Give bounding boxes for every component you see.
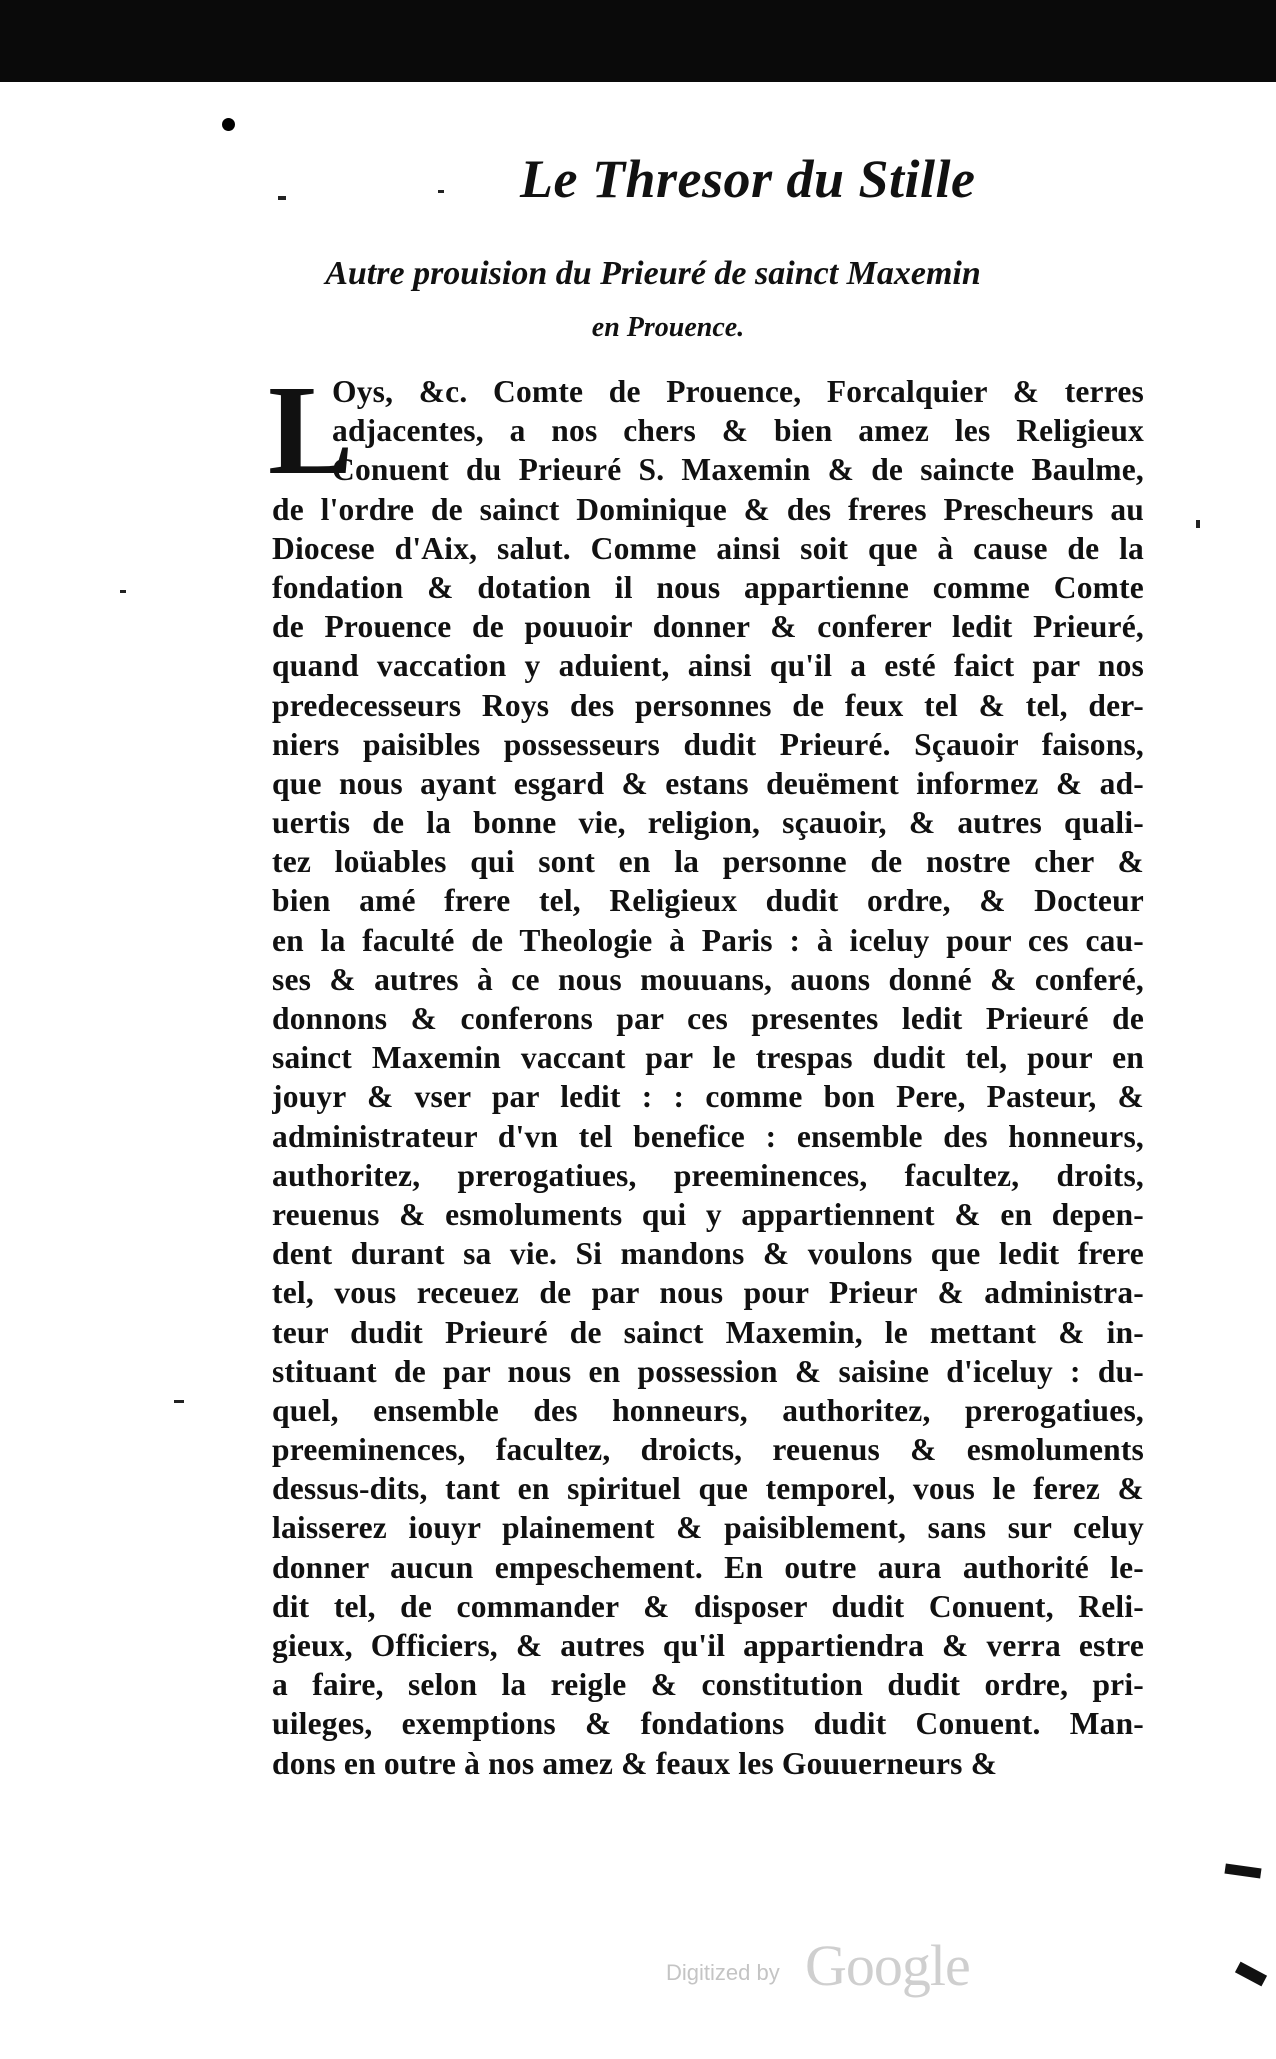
- text-line: adjacentes, a nos chers & bien amez les Religieux: [332, 413, 1144, 449]
- text-line: tez loüables qui sont en la personne de nostre cher &: [272, 844, 1144, 880]
- text-line: fondation & dotation il nous appartienne comme Comte: [272, 569, 1144, 605]
- text-line: a faire, selon la reigle & constitution dudit ordre, pri-: [272, 1667, 1144, 1703]
- text-line: preeminences, facultez, droicts, reuenus & esmoluments: [272, 1432, 1144, 1468]
- text-line: bien amé frere tel, Religieux dudit ordre, & Docteur: [272, 883, 1144, 919]
- text-line: uertis de la bonne vie, religion, sçauoir, & autres quali-: [272, 805, 1144, 841]
- text-line: dit tel, de commander & disposer dudit Conuent, Reli-: [272, 1588, 1144, 1624]
- ink-speck: [278, 196, 286, 200]
- ink-speck: [120, 590, 126, 593]
- text-line: que nous ayant esgard & estans deuëment informez & ad-: [272, 765, 1144, 801]
- drop-cap: L: [268, 359, 354, 501]
- section-heading: Autre prouision du Prieuré de sainct Maxemin: [325, 255, 981, 292]
- text-line: en la faculté de Theologie à Paris : à iceluy pour ces cau-: [272, 922, 1144, 958]
- digitized-by-label: Digitized by: [666, 1960, 780, 1985]
- google-watermark: Google: [805, 1933, 970, 1998]
- section-subheading: en Prouence.: [591, 312, 745, 343]
- text-line: de Prouence de pouuoir donner & conferer ledit Prieuré,: [272, 609, 1144, 645]
- text-line: reuenus & esmoluments qui y appartiennent & en depen-: [272, 1196, 1144, 1232]
- text-line: dent durant sa vie. Si mandons & voulons que ledit frere: [272, 1236, 1144, 1272]
- text-line: gieux, Officiers, & autres qu'il appartiendra & verra estre: [272, 1628, 1144, 1663]
- text-line: tel, vous receuez de par nous pour Prieur & administra-: [272, 1275, 1144, 1311]
- text-line: niers paisibles possesseurs dudit Prieuré. Sçauoir faisons,: [272, 726, 1144, 762]
- text-line: Diocese d'Aix, salut. Comme ainsi soit que à cause de la: [272, 530, 1144, 566]
- text-line: teur dudit Prieuré de sainct Maxemin, le mettant & in-: [272, 1314, 1144, 1350]
- body-text: [272, 372, 1144, 1783]
- text-line: Oys, &c. Comte de Prouence, Forcalquier & terres: [332, 374, 1144, 409]
- text-line: jouyr & vser par ledit : : comme bon Pere, Pasteur, &: [272, 1079, 1144, 1115]
- ink-speck: [438, 190, 444, 193]
- margin-smudge: [1224, 1864, 1261, 1879]
- text-line: administrateur d'vn tel benefice : ensemble des honneurs,: [272, 1118, 1144, 1154]
- text-line: donner aucun empeschement. En outre aura authorité le-: [272, 1549, 1144, 1585]
- ink-blot: [222, 118, 235, 131]
- scan-top-border: [0, 0, 1276, 82]
- text-line: authoritez, prerogatiues, preeminences, facultez, droits,: [272, 1157, 1144, 1193]
- text-line: Conuent du Prieuré S. Maxemin & de saincte Baulme,: [332, 452, 1144, 488]
- text-line: laisserez iouyr plainement & paisiblement, sans sur celuy: [272, 1510, 1144, 1546]
- text-line: donnons & conferons par ces presentes ledit Prieuré de: [272, 1001, 1144, 1036]
- text-line: dons en outre à nos amez & feaux les Gouuerneurs &: [272, 1745, 998, 1781]
- text-line: sainct Maxemin vaccant par le trespas dudit tel, pour en: [272, 1040, 1144, 1076]
- text-line: dessus-dits, tant en spirituel que temporel, vous le ferez &: [272, 1471, 1144, 1507]
- text-line: stituant de par nous en possession & saisine d'iceluy : du-: [272, 1353, 1144, 1389]
- running-head: Le Thresor du Stille: [520, 149, 976, 209]
- ink-speck: [1196, 520, 1200, 528]
- ink-speck: [174, 1400, 184, 1403]
- text-line: de l'ordre de sainct Dominique & des freres Prescheurs au: [272, 491, 1144, 527]
- text-line: uileges, exemptions & fondations dudit Conuent. Man-: [272, 1706, 1144, 1742]
- margin-smudge: [1235, 1962, 1267, 1987]
- text-line: ses & autres à ce nous mouuans, auons donné & conferé,: [272, 961, 1144, 997]
- text-line: quel, ensemble des honneurs, authoritez, prerogatiues,: [272, 1392, 1144, 1428]
- text-line: predecesseurs Roys des personnes de feux tel & tel, der-: [272, 687, 1144, 723]
- text-line: quand vaccation y aduient, ainsi qu'il a esté faict par nos: [272, 648, 1144, 684]
